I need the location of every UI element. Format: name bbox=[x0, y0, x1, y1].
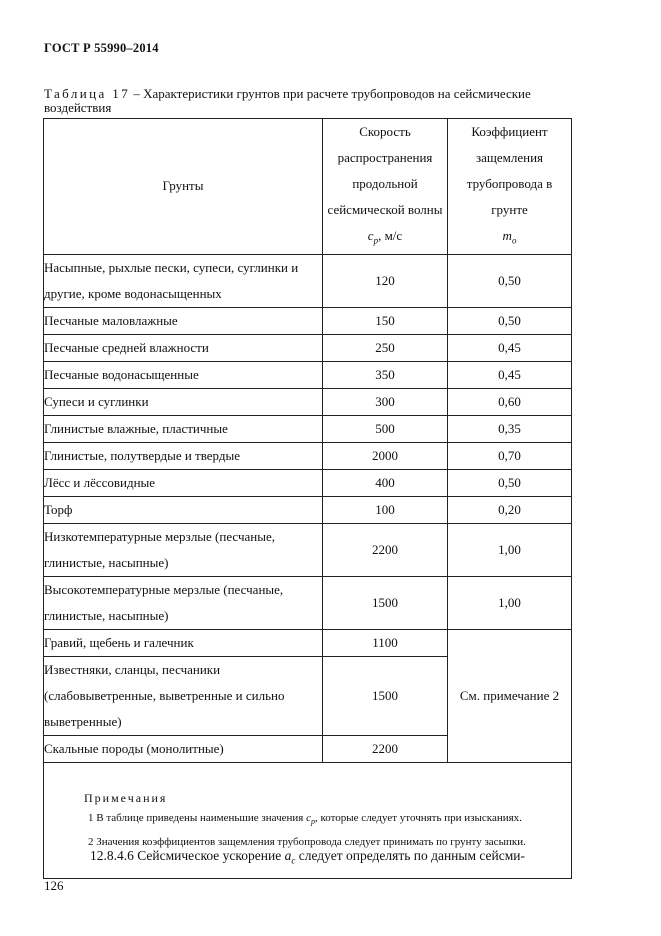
table-row bbox=[44, 361, 572, 388]
header-speed-symbol: c bbox=[367, 228, 374, 243]
soil-cell: Высокотемпературные мерзлые (песчаные, глинистые, насыпные) bbox=[44, 576, 323, 629]
soil-cell: Супеси и суглинки bbox=[44, 388, 323, 415]
soil-cell: Скальные породы (монолитные) bbox=[44, 735, 323, 762]
header-speed bbox=[323, 119, 448, 255]
paragraph-subscript: c bbox=[291, 855, 296, 866]
table-row bbox=[44, 469, 572, 496]
paragraph-text-start: 12.8.4.6 Сейсмическое ускорение bbox=[90, 848, 285, 863]
merged-coefficient-cell: См. примечание 2 bbox=[448, 629, 572, 762]
speed-cell: 1500 bbox=[323, 656, 448, 735]
note-1-text-start: 1 В таблице приведены наименьшие значения bbox=[88, 812, 307, 824]
speed-cell: 100 bbox=[323, 496, 448, 523]
page-number: 126 bbox=[44, 878, 64, 893]
speed-cell: 1500 bbox=[323, 576, 448, 629]
coefficient-cell: 0,50 bbox=[448, 307, 572, 334]
coefficient-cell: 0,60 bbox=[448, 388, 572, 415]
table-row bbox=[44, 254, 572, 307]
table-row bbox=[44, 307, 572, 334]
soil-cell: Насыпные, рыхлые пески, супеси, суглинки и другие, кроме водонасыщенных bbox=[44, 254, 323, 307]
coefficient-cell: 0,45 bbox=[448, 334, 572, 361]
table-row bbox=[44, 415, 572, 442]
speed-cell: 150 bbox=[323, 307, 448, 334]
soil-cell: Глинистые влажные, пластичные bbox=[44, 415, 323, 442]
paragraph-text-end: следует определять по данным сейсми- bbox=[295, 848, 526, 863]
header-speed-subscript: p bbox=[373, 235, 379, 246]
soil-cell: Песчаные маловлажные bbox=[44, 307, 323, 334]
table-row bbox=[44, 576, 572, 629]
coefficient-cell: 0,45 bbox=[448, 361, 572, 388]
table-row bbox=[44, 523, 572, 576]
speed-cell: 300 bbox=[323, 388, 448, 415]
speed-cell: 350 bbox=[323, 361, 448, 388]
coefficient-cell: 0,50 bbox=[448, 469, 572, 496]
header-soil: Грунты bbox=[44, 119, 323, 255]
note-1-text-end: , которые следует уточнять при изысканиях. bbox=[314, 812, 522, 824]
soil-cell: Песчаные водонасыщенные bbox=[44, 361, 323, 388]
header-coefficient-subscript: o bbox=[511, 235, 517, 246]
speed-cell: 120 bbox=[323, 254, 448, 307]
speed-cell: 250 bbox=[323, 334, 448, 361]
header-coefficient-symbol: m bbox=[502, 228, 512, 243]
header-speed-unit: , м/с bbox=[378, 228, 403, 243]
coefficient-cell: 1,00 bbox=[448, 576, 572, 629]
table-row bbox=[44, 334, 572, 361]
table-row bbox=[44, 629, 572, 656]
speed-cell: 2000 bbox=[323, 442, 448, 469]
soil-cell: Глинистые, полутвердые и твердые bbox=[44, 442, 323, 469]
soil-cell: Низкотемпературные мерзлые (песчаные, глинистые, насыпные) bbox=[44, 523, 323, 576]
table-caption bbox=[44, 87, 574, 115]
header-coefficient bbox=[448, 119, 572, 255]
speed-cell: 2200 bbox=[323, 735, 448, 762]
soil-cell: Известняки, сланцы, песчаники (слабовыветренные, выветренные и сильно выветренные) bbox=[44, 656, 323, 735]
note-1-symbol: c bbox=[306, 812, 311, 824]
table-caption-label: Таблица 17 bbox=[44, 86, 131, 101]
header-speed-text: Скорость распространения продольной сейсмической волны bbox=[327, 124, 443, 217]
speed-cell: 2200 bbox=[323, 523, 448, 576]
coefficient-cell: 0,70 bbox=[448, 442, 572, 469]
speed-cell: 1100 bbox=[323, 629, 448, 656]
coefficient-cell: 0,20 bbox=[448, 496, 572, 523]
soil-cell: Гравий, щебень и галечник bbox=[44, 629, 323, 656]
paragraph-symbol: a bbox=[284, 848, 292, 863]
table-row bbox=[44, 496, 572, 523]
document-header: ГОСТ Р 55990–2014 bbox=[44, 41, 159, 55]
table-caption-text: – Характеристики грунтов при расчете трубопроводов на сейсмические воздействия bbox=[44, 86, 531, 115]
soil-cell: Лёсс и лёссовидные bbox=[44, 469, 323, 496]
soil-cell: Торф bbox=[44, 496, 323, 523]
body-paragraph bbox=[44, 848, 569, 866]
note-1-subscript: p bbox=[310, 817, 315, 827]
soil-characteristics-table bbox=[43, 118, 572, 879]
notes-title: Примечания bbox=[84, 791, 168, 805]
coefficient-cell: 0,35 bbox=[448, 415, 572, 442]
soil-cell: Песчаные средней влажности bbox=[44, 334, 323, 361]
coefficient-cell: 0,50 bbox=[448, 254, 572, 307]
speed-cell: 400 bbox=[323, 469, 448, 496]
table-row bbox=[44, 388, 572, 415]
note-1 bbox=[44, 808, 571, 832]
coefficient-cell: 1,00 bbox=[448, 523, 572, 576]
note-2: 2 Значения коэффициентов защемления трубопровода следует принимать по грунту засыпки. bbox=[88, 836, 526, 849]
header-coefficient-text: Коэффициент защемления трубопровода в грунте bbox=[466, 124, 553, 217]
speed-cell: 500 bbox=[323, 415, 448, 442]
table-row bbox=[44, 442, 572, 469]
table-header-row bbox=[44, 119, 572, 255]
